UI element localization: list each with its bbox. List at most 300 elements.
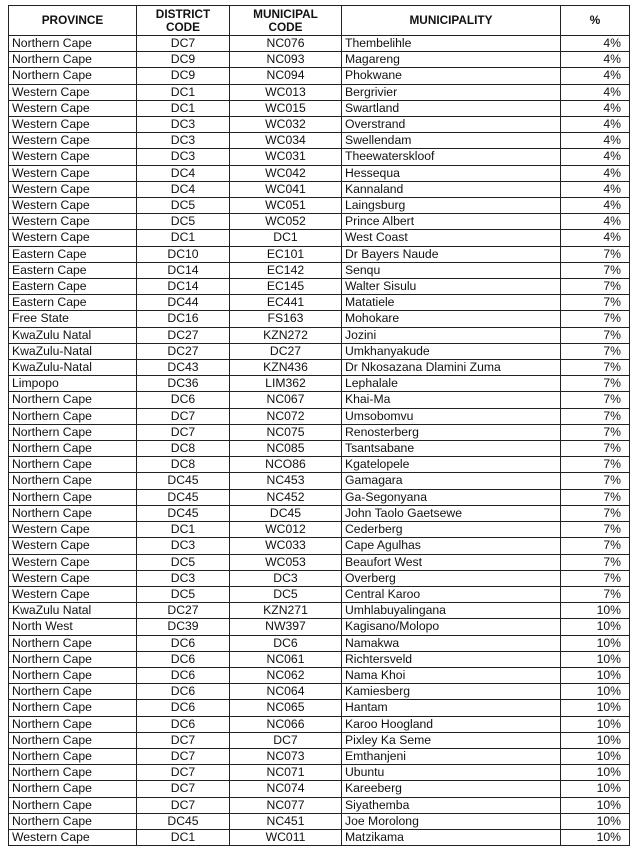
cell-province: KwaZulu-Natal	[9, 343, 137, 359]
cell-province: Northern Cape	[9, 651, 137, 667]
header-district-line2: CODE	[165, 19, 201, 34]
cell-province: Western Cape	[9, 117, 137, 133]
table-row	[9, 36, 630, 52]
cell-district-code: DC10	[137, 246, 230, 262]
cell-province: Northern Cape	[9, 457, 137, 473]
cell-province: Western Cape	[9, 230, 137, 246]
cell-district-code: DC43	[137, 360, 230, 376]
table-row	[9, 829, 630, 845]
header-district-line1: DISTRICT	[155, 6, 211, 21]
cell-municipal-code: NC073	[230, 748, 342, 764]
cell-municipal-code: WC013	[230, 84, 342, 100]
cell-municipal-code: DC1	[230, 230, 342, 246]
cell-district-code: DC5	[137, 214, 230, 230]
cell-municipal-code: NC094	[230, 68, 342, 84]
cell-percent: 7%	[561, 376, 630, 392]
cell-municipality: Khai-Ma	[342, 392, 561, 408]
table-row	[9, 684, 630, 700]
cell-municipality: Lephalale	[342, 376, 561, 392]
cell-municipal-code: NC067	[230, 392, 342, 408]
cell-municipal-code: LIM362	[230, 376, 342, 392]
cell-province: Northern Cape	[9, 765, 137, 781]
cell-municipality: Central Karoo	[342, 586, 561, 602]
cell-municipal-code: WC032	[230, 117, 342, 133]
cell-percent: 4%	[561, 149, 630, 165]
table-row	[9, 765, 630, 781]
cell-province: Northern Cape	[9, 52, 137, 68]
table-row	[9, 214, 630, 230]
table-row	[9, 117, 630, 133]
cell-municipality: West Coast	[342, 230, 561, 246]
cell-province: Northern Cape	[9, 748, 137, 764]
cell-district-code: DC5	[137, 586, 230, 602]
table-row	[9, 376, 630, 392]
cell-municipality: Jozini	[342, 327, 561, 343]
cell-district-code: DC3	[137, 117, 230, 133]
cell-province: Eastern Cape	[9, 262, 137, 278]
cell-province: Northern Cape	[9, 700, 137, 716]
table-row	[9, 165, 630, 181]
cell-province: Western Cape	[9, 100, 137, 116]
cell-municipal-code: DC45	[230, 505, 342, 521]
header-municipal-line1: MUNICIPAL	[253, 6, 318, 21]
cell-municipality: Pixley Ka Seme	[342, 732, 561, 748]
table-row	[9, 538, 630, 554]
cell-municipal-code: NC093	[230, 52, 342, 68]
cell-municipal-code: NC075	[230, 424, 342, 440]
cell-percent: 10%	[561, 700, 630, 716]
cell-municipal-code: NC077	[230, 797, 342, 813]
cell-province: Northern Cape	[9, 716, 137, 732]
cell-percent: 7%	[561, 554, 630, 570]
table-body	[9, 36, 630, 846]
cell-district-code: DC1	[137, 84, 230, 100]
cell-municipality: Laingsburg	[342, 198, 561, 214]
cell-municipality: Namakwa	[342, 635, 561, 651]
table-row	[9, 149, 630, 165]
cell-district-code: DC36	[137, 376, 230, 392]
cell-district-code: DC1	[137, 522, 230, 538]
cell-percent: 4%	[561, 133, 630, 149]
cell-municipal-code: EC145	[230, 279, 342, 295]
cell-district-code: DC6	[137, 392, 230, 408]
header-province: PROVINCE	[9, 6, 137, 36]
table-row	[9, 732, 630, 748]
cell-district-code: DC7	[137, 765, 230, 781]
cell-municipality: Umhlabuyalingana	[342, 603, 561, 619]
cell-province: Western Cape	[9, 214, 137, 230]
cell-percent: 10%	[561, 813, 630, 829]
cell-district-code: DC7	[137, 36, 230, 52]
cell-municipal-code: NC452	[230, 489, 342, 505]
table-row	[9, 781, 630, 797]
table-row	[9, 392, 630, 408]
cell-municipal-code: NC072	[230, 408, 342, 424]
cell-municipal-code: NC071	[230, 765, 342, 781]
cell-percent: 7%	[561, 262, 630, 278]
table-row	[9, 279, 630, 295]
cell-municipality: Ga-Segonyana	[342, 489, 561, 505]
cell-district-code: DC16	[137, 311, 230, 327]
table-row	[9, 311, 630, 327]
cell-municipal-code: NC076	[230, 36, 342, 52]
cell-district-code: DC3	[137, 538, 230, 554]
cell-province: Western Cape	[9, 149, 137, 165]
cell-municipal-code: NC064	[230, 684, 342, 700]
cell-percent: 4%	[561, 100, 630, 116]
cell-province: Western Cape	[9, 829, 137, 845]
cell-municipal-code: WC033	[230, 538, 342, 554]
cell-percent: 7%	[561, 392, 630, 408]
document-page	[8, 5, 630, 846]
cell-municipality: Matzikama	[342, 829, 561, 845]
table-row	[9, 198, 630, 214]
cell-district-code: DC8	[137, 441, 230, 457]
table-row	[9, 570, 630, 586]
cell-percent: 7%	[561, 441, 630, 457]
cell-district-code: DC3	[137, 570, 230, 586]
table-row	[9, 748, 630, 764]
cell-percent: 10%	[561, 781, 630, 797]
table-row	[9, 489, 630, 505]
cell-district-code: DC44	[137, 295, 230, 311]
cell-province: North West	[9, 619, 137, 635]
cell-municipality: Kagisano/Molopo	[342, 619, 561, 635]
cell-district-code: DC39	[137, 619, 230, 635]
cell-percent: 7%	[561, 473, 630, 489]
cell-municipality: Thembelihle	[342, 36, 561, 52]
table-row	[9, 84, 630, 100]
municipality-percentage-table	[8, 5, 630, 846]
table-row	[9, 68, 630, 84]
cell-percent: 10%	[561, 603, 630, 619]
cell-municipality: Matatiele	[342, 295, 561, 311]
cell-district-code: DC45	[137, 813, 230, 829]
table-row	[9, 619, 630, 635]
cell-percent: 7%	[561, 505, 630, 521]
cell-municipality: Joe Morolong	[342, 813, 561, 829]
cell-percent: 7%	[561, 457, 630, 473]
table-row	[9, 360, 630, 376]
cell-district-code: DC4	[137, 181, 230, 197]
cell-district-code: DC3	[137, 133, 230, 149]
cell-municipality: Cape Agulhas	[342, 538, 561, 554]
cell-municipal-code: EC101	[230, 246, 342, 262]
cell-province: Limpopo	[9, 376, 137, 392]
header-municipality: MUNICIPALITY	[342, 6, 561, 36]
cell-percent: 7%	[561, 246, 630, 262]
cell-percent: 4%	[561, 214, 630, 230]
table-row	[9, 246, 630, 262]
header-percent: %	[561, 6, 630, 36]
cell-district-code: DC45	[137, 489, 230, 505]
cell-province: Northern Cape	[9, 781, 137, 797]
cell-municipality: Kareeberg	[342, 781, 561, 797]
cell-province: Western Cape	[9, 181, 137, 197]
cell-district-code: DC14	[137, 262, 230, 278]
cell-percent: 7%	[561, 295, 630, 311]
table-row	[9, 716, 630, 732]
cell-province: Eastern Cape	[9, 279, 137, 295]
cell-district-code: DC8	[137, 457, 230, 473]
cell-municipal-code: NC085	[230, 441, 342, 457]
cell-province: Eastern Cape	[9, 295, 137, 311]
cell-province: Northern Cape	[9, 797, 137, 813]
cell-municipal-code: NCO86	[230, 457, 342, 473]
cell-province: Free State	[9, 311, 137, 327]
table-row	[9, 100, 630, 116]
cell-municipality: Prince Albert	[342, 214, 561, 230]
cell-district-code: DC27	[137, 603, 230, 619]
cell-province: Northern Cape	[9, 667, 137, 683]
table-row	[9, 586, 630, 602]
table-row	[9, 262, 630, 278]
cell-municipality: John Taolo Gaetsewe	[342, 505, 561, 521]
cell-district-code: DC9	[137, 68, 230, 84]
table-row	[9, 603, 630, 619]
cell-percent: 7%	[561, 489, 630, 505]
cell-district-code: DC9	[137, 52, 230, 68]
cell-percent: 4%	[561, 68, 630, 84]
cell-municipality: Kgatelopele	[342, 457, 561, 473]
cell-municipality: Kamiesberg	[342, 684, 561, 700]
cell-municipality: Dr Bayers Naude	[342, 246, 561, 262]
cell-percent: 7%	[561, 360, 630, 376]
cell-province: Northern Cape	[9, 732, 137, 748]
cell-municipal-code: WC015	[230, 100, 342, 116]
cell-municipal-code: KZN272	[230, 327, 342, 343]
cell-province: Northern Cape	[9, 635, 137, 651]
cell-municipal-code: NW397	[230, 619, 342, 635]
cell-district-code: DC4	[137, 165, 230, 181]
table-row	[9, 408, 630, 424]
cell-municipality: Dr Nkosazana Dlamini Zuma	[342, 360, 561, 376]
cell-municipal-code: WC042	[230, 165, 342, 181]
cell-municipality: Senqu	[342, 262, 561, 278]
cell-municipality: Tsantsabane	[342, 441, 561, 457]
table-row	[9, 457, 630, 473]
cell-percent: 7%	[561, 327, 630, 343]
cell-municipal-code: NC074	[230, 781, 342, 797]
table-row	[9, 230, 630, 246]
cell-district-code: DC7	[137, 797, 230, 813]
cell-municipal-code: EC441	[230, 295, 342, 311]
cell-district-code: DC6	[137, 651, 230, 667]
table-row	[9, 327, 630, 343]
cell-municipal-code: EC142	[230, 262, 342, 278]
cell-municipality: Overberg	[342, 570, 561, 586]
table-row	[9, 52, 630, 68]
cell-municipal-code: DC5	[230, 586, 342, 602]
cell-percent: 7%	[561, 522, 630, 538]
table-row	[9, 797, 630, 813]
cell-percent: 7%	[561, 343, 630, 359]
cell-province: Northern Cape	[9, 684, 137, 700]
cell-municipal-code: WC031	[230, 149, 342, 165]
cell-percent: 10%	[561, 651, 630, 667]
table-row	[9, 813, 630, 829]
cell-percent: 10%	[561, 716, 630, 732]
cell-percent: 10%	[561, 765, 630, 781]
cell-district-code: DC7	[137, 748, 230, 764]
cell-municipal-code: NC453	[230, 473, 342, 489]
cell-municipal-code: WC051	[230, 198, 342, 214]
cell-percent: 4%	[561, 230, 630, 246]
table-row	[9, 133, 630, 149]
cell-percent: 4%	[561, 198, 630, 214]
cell-municipal-code: WC034	[230, 133, 342, 149]
cell-municipal-code: WC012	[230, 522, 342, 538]
cell-province: Northern Cape	[9, 473, 137, 489]
cell-district-code: DC6	[137, 716, 230, 732]
cell-percent: 10%	[561, 667, 630, 683]
cell-district-code: DC6	[137, 700, 230, 716]
cell-municipality: Overstrand	[342, 117, 561, 133]
cell-percent: 10%	[561, 684, 630, 700]
table-row	[9, 505, 630, 521]
cell-province: Northern Cape	[9, 441, 137, 457]
cell-percent: 10%	[561, 829, 630, 845]
table-row	[9, 473, 630, 489]
table-row	[9, 181, 630, 197]
cell-municipal-code: NC451	[230, 813, 342, 829]
cell-province: Northern Cape	[9, 36, 137, 52]
table-row	[9, 295, 630, 311]
cell-district-code: DC7	[137, 732, 230, 748]
cell-district-code: DC45	[137, 505, 230, 521]
table-header	[9, 6, 630, 36]
cell-district-code: DC7	[137, 424, 230, 440]
cell-province: Northern Cape	[9, 505, 137, 521]
table-row	[9, 554, 630, 570]
cell-percent: 7%	[561, 538, 630, 554]
table-row	[9, 441, 630, 457]
cell-province: Western Cape	[9, 570, 137, 586]
cell-district-code: DC1	[137, 829, 230, 845]
table-row	[9, 424, 630, 440]
cell-district-code: DC14	[137, 279, 230, 295]
cell-municipality: Walter Sisulu	[342, 279, 561, 295]
cell-percent: 4%	[561, 181, 630, 197]
table-row	[9, 522, 630, 538]
cell-province: Western Cape	[9, 586, 137, 602]
table-row	[9, 651, 630, 667]
table-row	[9, 343, 630, 359]
cell-municipal-code: DC3	[230, 570, 342, 586]
cell-province: Northern Cape	[9, 408, 137, 424]
cell-province: KwaZulu Natal	[9, 603, 137, 619]
cell-district-code: DC6	[137, 684, 230, 700]
cell-municipal-code: WC053	[230, 554, 342, 570]
cell-percent: 7%	[561, 570, 630, 586]
cell-percent: 10%	[561, 748, 630, 764]
cell-district-code: DC27	[137, 327, 230, 343]
cell-district-code: DC7	[137, 408, 230, 424]
cell-province: Western Cape	[9, 198, 137, 214]
cell-municipality: Hantam	[342, 700, 561, 716]
cell-municipal-code: NC065	[230, 700, 342, 716]
table-row	[9, 667, 630, 683]
cell-municipality: Magareng	[342, 52, 561, 68]
cell-municipality: Umsobomvu	[342, 408, 561, 424]
cell-district-code: DC3	[137, 149, 230, 165]
cell-province: Northern Cape	[9, 489, 137, 505]
cell-province: Northern Cape	[9, 813, 137, 829]
cell-percent: 4%	[561, 36, 630, 52]
cell-municipality: Karoo Hoogland	[342, 716, 561, 732]
cell-municipality: Swartland	[342, 100, 561, 116]
table-row	[9, 635, 630, 651]
cell-district-code: DC7	[137, 781, 230, 797]
cell-municipal-code: FS163	[230, 311, 342, 327]
cell-percent: 7%	[561, 586, 630, 602]
cell-district-code: DC5	[137, 554, 230, 570]
cell-district-code: DC5	[137, 198, 230, 214]
cell-percent: 4%	[561, 84, 630, 100]
cell-municipal-code: DC6	[230, 635, 342, 651]
header-district-code	[137, 6, 230, 36]
cell-municipal-code: DC7	[230, 732, 342, 748]
cell-municipality: Swellendam	[342, 133, 561, 149]
cell-municipality: Phokwane	[342, 68, 561, 84]
cell-province: Northern Cape	[9, 68, 137, 84]
cell-province: Western Cape	[9, 133, 137, 149]
cell-province: Western Cape	[9, 538, 137, 554]
cell-percent: 7%	[561, 311, 630, 327]
cell-municipality: Kannaland	[342, 181, 561, 197]
cell-percent: 7%	[561, 279, 630, 295]
cell-municipality: Renosterberg	[342, 424, 561, 440]
cell-municipal-code: NC061	[230, 651, 342, 667]
cell-percent: 4%	[561, 165, 630, 181]
cell-municipality: Ubuntu	[342, 765, 561, 781]
cell-municipality: Mohokare	[342, 311, 561, 327]
cell-municipal-code: NC062	[230, 667, 342, 683]
cell-province: Western Cape	[9, 84, 137, 100]
cell-municipality: Nama Khoi	[342, 667, 561, 683]
cell-province: Western Cape	[9, 522, 137, 538]
cell-municipality: Cederberg	[342, 522, 561, 538]
cell-municipality: Theewaterskloof	[342, 149, 561, 165]
table-row	[9, 700, 630, 716]
cell-municipal-code: WC011	[230, 829, 342, 845]
cell-municipality: Hessequa	[342, 165, 561, 181]
cell-province: KwaZulu Natal	[9, 327, 137, 343]
cell-district-code: DC6	[137, 635, 230, 651]
cell-percent: 10%	[561, 635, 630, 651]
cell-municipality: Gamagara	[342, 473, 561, 489]
cell-district-code: DC45	[137, 473, 230, 489]
cell-district-code: DC1	[137, 230, 230, 246]
cell-percent: 7%	[561, 424, 630, 440]
cell-municipality: Umkhanyakude	[342, 343, 561, 359]
cell-percent: 4%	[561, 52, 630, 68]
cell-district-code: DC27	[137, 343, 230, 359]
cell-municipal-code: KZN271	[230, 603, 342, 619]
cell-district-code: DC6	[137, 667, 230, 683]
cell-municipal-code: KZN436	[230, 360, 342, 376]
cell-percent: 4%	[561, 117, 630, 133]
cell-percent: 7%	[561, 408, 630, 424]
cell-percent: 10%	[561, 797, 630, 813]
cell-municipality: Beaufort West	[342, 554, 561, 570]
cell-municipal-code: WC052	[230, 214, 342, 230]
cell-province: Western Cape	[9, 165, 137, 181]
cell-district-code: DC1	[137, 100, 230, 116]
cell-province: Northern Cape	[9, 424, 137, 440]
cell-province: Western Cape	[9, 554, 137, 570]
cell-province: KwaZulu-Natal	[9, 360, 137, 376]
